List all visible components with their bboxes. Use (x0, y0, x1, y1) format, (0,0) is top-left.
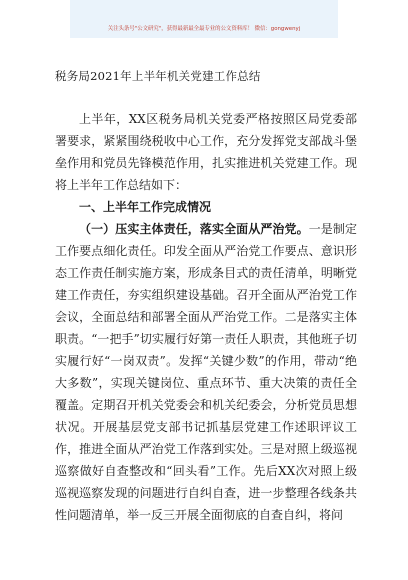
banner-text: 关注头条号"公文研究"，获得最新最全最专业的公文资料库！ 微信：gongwenyj (107, 26, 301, 32)
subsection-body: 一是制定工作要点细化责任。印发全面从严治党工作要点、意识形态工作责任制实施方案，形成条目式的责任清单，明晰党建工作责任，夯实组织建设基础。召开全面从严治党工作会议，全面总结和部署全面从严治党工作。二是落实主体职责。“一把手”切实履行好第一责任人职责，其他班子切实履行好“一岗双责”。发挥“关键少数”的作用，带动“绝大多数”，实现关键岗位、重点环节、重大决策的责任全覆盖。定期召开机关党委会和机关纪委会，分析党员思想状况。开展基层党支部书记抓基层党建工作述职评议工作，推进全面从严治党工作落到实处。三是对照上级巡视巡察做好自查整改和“回头看”工作。先后XX次对照上级巡视巡察发现的问题进行自纠自查，进一步整理各线条共性问题清单，举一反三开展全面彻底的自查自纠，将问 (55, 222, 357, 522)
subsection-paragraph (55, 218, 357, 526)
document-title: 税务局2021年上半年机关党建工作总结 (55, 69, 261, 83)
document-body (55, 60, 357, 526)
intro-paragraph: 上半年，XX区税务局机关党委严格按照区局党委部署要求，紧紧围绕税收中心工作，充分发挥党支部战斗堡垒作用和党员先锋模范作用，扎实推进机关党建工作。现将上半年工作总结如下： (55, 112, 357, 192)
subsection-heading: （一）压实主体责任，落实全面从严治党。 (79, 222, 309, 236)
top-banner (70, 0, 338, 38)
section-heading: 一、上半年工作完成情况 (79, 200, 212, 214)
